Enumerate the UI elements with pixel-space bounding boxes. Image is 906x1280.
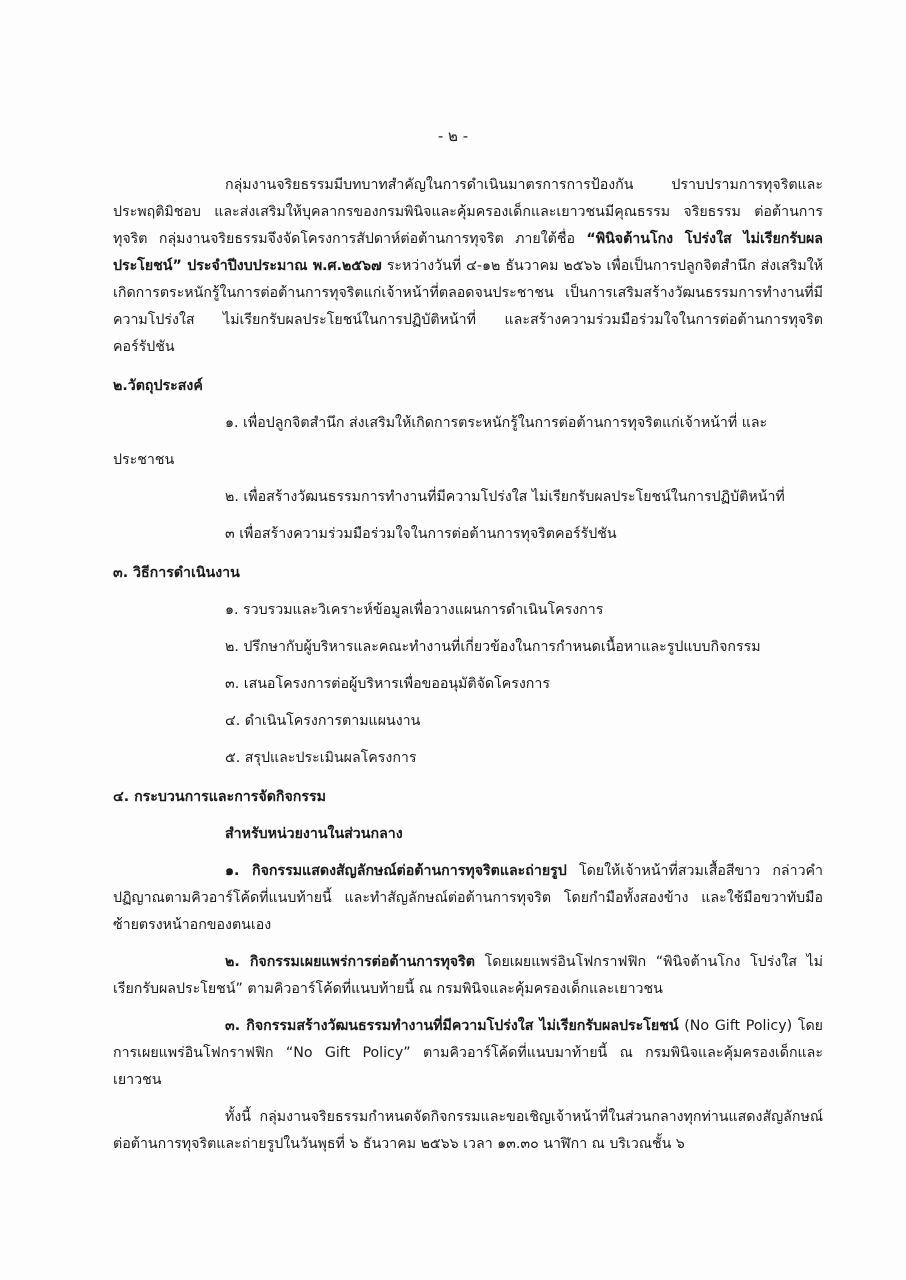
method-item-2: ๒. ปรึกษากับผู้บริหารและคณะทำงานที่เกี่ยวข้องในการกำหนดเนื้อหาและรูปแบบกิจกรรม <box>225 639 761 655</box>
method-item-5: ๕. สรุปและประเมินผลโครงการ <box>225 750 417 766</box>
method-item-3: ๓. เสนอโครงการต่อผู้บริหารเพื่อขออนุมัติจัดโครงการ <box>225 676 550 692</box>
objective-item-1: ๑. เพื่อปลูกจิตสำนึก ส่งเสริมให้เกิดการตระหนักรู้ในการต่อต้านการทุจริตแก่เจ้าหน้าที่ และ <box>225 415 768 431</box>
activity-1 <box>113 858 823 939</box>
method-item-1: ๑. รวบรวมและวิเคราะห์ข้อมูลเพื่อวางแผนการดำเนินโครงการ <box>225 602 604 618</box>
activity-2-title: ๒. กิจกรรมเผยแพร่การต่อต้านการทุจริต <box>225 954 475 970</box>
document-body <box>113 172 823 1158</box>
project-title: “พินิจต้านโกง โปร่งใส ไม่เรียกรับผลประโยชน์” ประจำปีงบประมาณ พ.ศ.๒๕๖๗ <box>113 231 823 274</box>
activity-3 <box>113 1013 823 1094</box>
activity-2-text: โดยเผยแพร่อินโฟกราฟฟิก “พินิจต้านโกง โปร่งใส ไม่เรียกรับผลประโยชน์” ตามคิวอาร์โค้ดที่แนบท้ายนี้ ณ กรมพินิจและคุ้มครองเด็กและเยาวชน <box>113 954 824 997</box>
activity-2 <box>113 949 823 1003</box>
activity-3-text: (No Gift Policy) โดยการเผยแพร่อินโฟกราฟฟิก “No Gift Policy” ตามคิวอาร์โค้ดที่แนบมาท้ายนี้ ณ กรมพินิจและคุ้มครองเด็กและเยาวชน <box>113 1018 823 1088</box>
intro-paragraph <box>113 172 823 361</box>
objective-item-2: ๒. เพื่อสร้างวัฒนธรรมการทำงานที่มีความโปร่งใส ไม่เรียกรับผลประโยชน์ในการปฏิบัติหน้าที่ <box>225 489 785 505</box>
method-item-4: ๔. ดำเนินโครงการตามแผนงาน <box>225 713 421 729</box>
intro-text-b: ระหว่างวันที่ ๔-๑๒ ธันวาคม ๒๕๖๖ เพื่อเป็นการปลูกจิตสำนึก ส่งเสริมให้เกิดการตระหนักรู้ในการต่อต้านการทุจริตแก่เจ้าหน้าที่ตลอดจนประชาชน เป็นการเสริมสร้างวัฒนธรรมการทำงานที่มีความโปร่งใส ไม่เรียกรับผลประโยชน์ในการปฏิบัติหน้าที่ และสร้างความร่วมมือร่วมใจในการต่อต้านการทุจริตคอร์รัปชัน <box>113 258 823 355</box>
closing-paragraph: ทั้งนี้ กลุ่มงานจริยธรรมกำหนดจัดกิจกรรมและขอเชิญเจ้าหน้าที่ในส่วนกลางทุกท่านแสดงสัญลักษณ์ต่อต้านการทุจริตและถ่ายรูปในวันพุธที่ ๖ ธันวาคม ๒๕๖๖ เวลา ๑๓.๓๐ นาฬิกา ณ บริเวณชั้น ๖ <box>113 1109 823 1152</box>
section-3-heading: ๓. วิธีการดำเนินงาน <box>113 565 240 581</box>
section-4-heading: ๔. กระบวนการและการจัดกิจกรรม <box>113 789 326 805</box>
activity-1-title: ๑. กิจกรรมแสดงสัญลักษณ์ต่อต้านการทุจริตและถ่ายรูป <box>225 863 567 879</box>
objective-item-3: ๓ เพื่อสร้างความร่วมมือร่วมใจในการต่อต้านการทุจริตคอร์รัปชัน <box>225 526 617 542</box>
activity-3-title: ๓. กิจกรรมสร้างวัฒนธรรมทำงานที่มีความโปร่งใส ไม่เรียกรับผลประโยชน์ <box>225 1018 679 1034</box>
intro-text-a: กลุ่มงานจริยธรรมมีบทบาทสำคัญในการดำเนินมาตรการการป้องกัน ปราบปรามการทุจริตและประพฤติมิชอบ และส่งเสริมให้บุคลากรของกรมพินิจและคุ้มครองเด็กและเยาวชนมีคุณธรรม จริยธรรม ต่อต้านการทุจริต กลุ่มงานจริยธรรมจึงจัดโครงการสัปดาห์ต่อต้านการทุจริต ภายใต้ชื่อ <box>113 177 823 247</box>
page-number: - ๒ - <box>437 127 469 145</box>
activity-1-text: โดยให้เจ้าหน้าที่สวมเสื้อสีขาว กล่าวคำปฏิญาณตามคิวอาร์โค้ดที่แนบท้ายนี้ และทำสัญลักษณ์ต่อต้านการทุจริต โดยกำมือทั้งสองข้าง และใช้มือขวาทับมือซ้ายตรงหน้าอกของตนเอง <box>113 863 823 933</box>
objective-item-1-continuation: ประชาชน <box>113 452 175 468</box>
section-2-heading: ๒.วัตถุประสงค์ <box>113 378 203 394</box>
section-4-subheading: สำหรับหน่วยงานในส่วนกลาง <box>225 826 403 842</box>
